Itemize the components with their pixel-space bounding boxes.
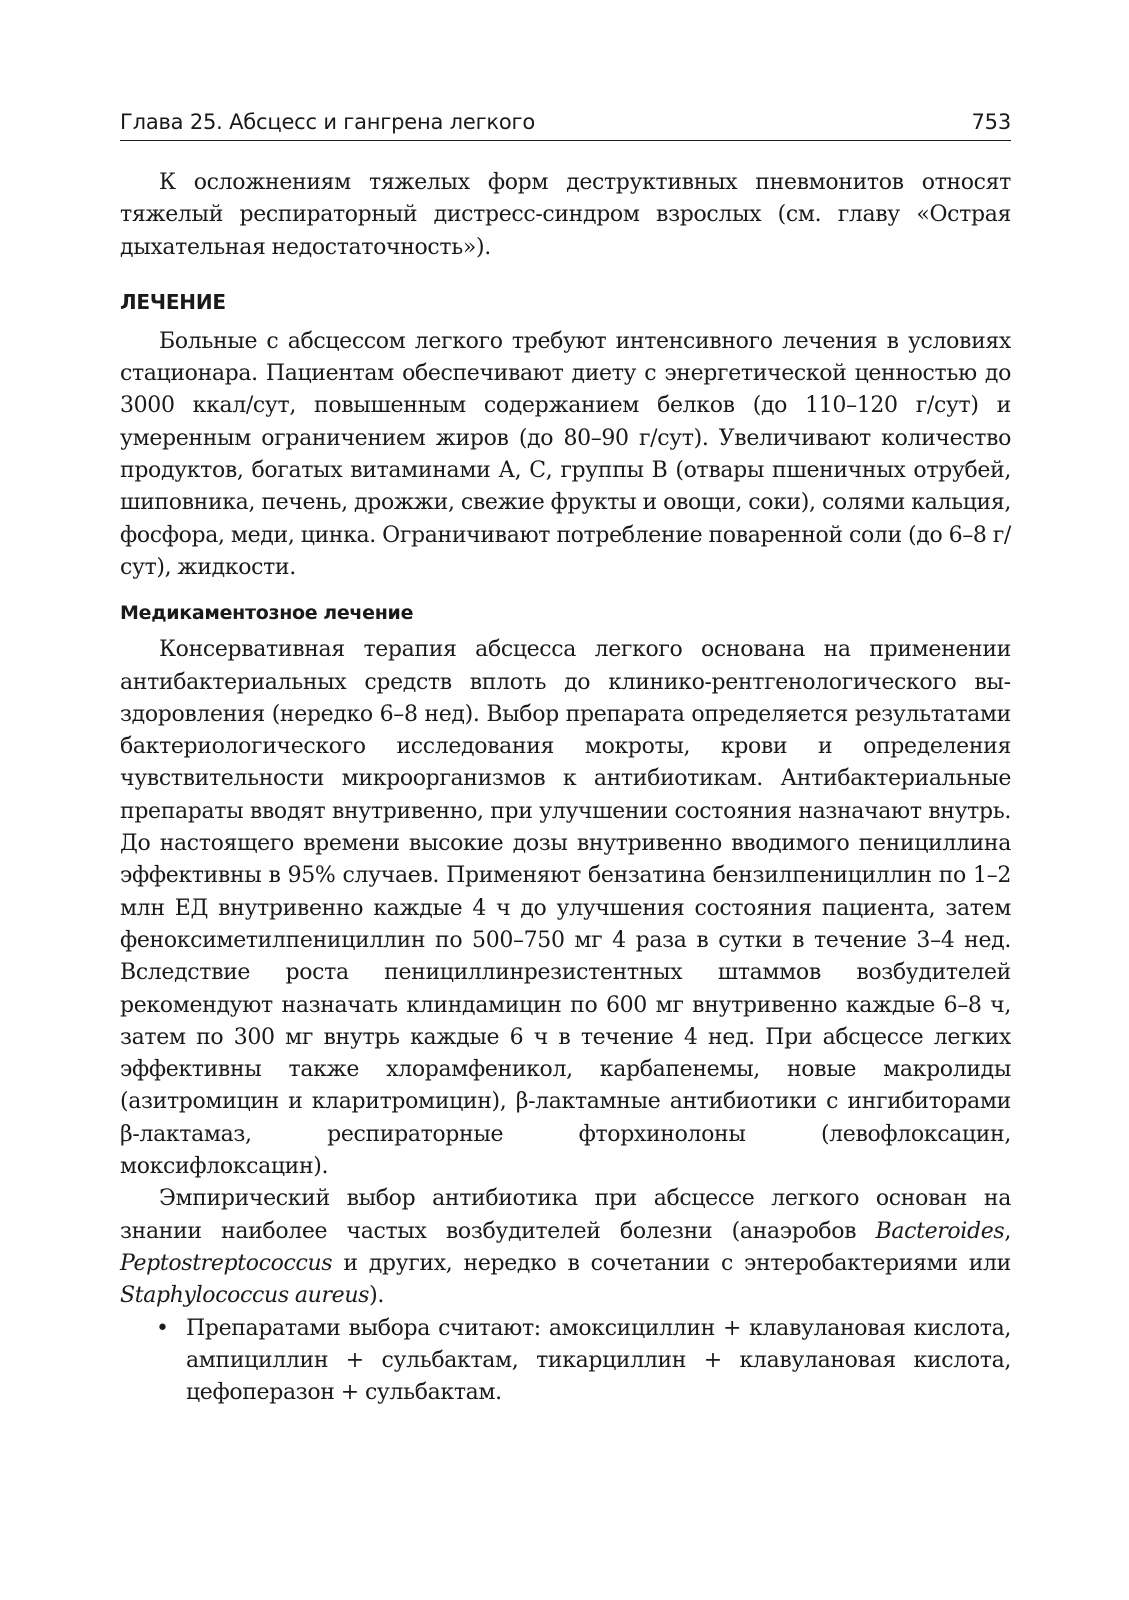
staphylococcus-term: Staphylococcus aureus (120, 1283, 370, 1309)
book-page (120, 108, 1011, 1409)
empirical-choice-paragraph (120, 1183, 1011, 1312)
bacteroides-term: Bacteroides (875, 1218, 1005, 1244)
list-item-text: Препаратами выбора считают: амоксициллин + клавулановая кислота, ампициллин + сульбактам, тикарциллин + клавулановая кислота, цефоперазон + сульбактам. (186, 1315, 1011, 1406)
drug-treatment-paragraph: Консервативная терапия абсцесса легкого основана на применении антибактериальных средств вплоть до клинико-рентгенологического выздоровления (нередко 6–8 нед). Выбор препарата определяется результатами бактериологического исследования мокроты, крови и определения чувствительности микроорганизмов к антибиотикам. Антибактериальные препараты вводят внутривенно, при улучшении состояния назначают внутрь. До настоящего времени высокие дозы внутривенно вводимого пенициллина эффективны в 95% случаев. Применяют бензатина бензилпенициллин по 1–2 млн ЕД внутривенно каждые 4 ч до улучшения состояния пациента, затем феноксиметилпенициллин по 500–750 мг 4 раза в сутки в течение 3–4 нед. Вследствие роста пенициллинрезистентных штаммов возбудителей рекомендуют назначать клиндамицин по 600 мг внутривенно каждые 6–8 ч, затем по 300 мг внутрь каждые 6 ч в течение 4 нед. При абсцессе легких эффективны также хлорамфеникол, карбапенемы, новые макролиды (азитромицин и кларитромицин), β-лактамные антибиотики с ингибиторами β-лактамаз, респираторные фторхинолоны (левофлоксацин, моксифлоксацин). (120, 637, 1011, 1180)
drug-choice-list (120, 1313, 1011, 1410)
intro-paragraph: К осложнениям тяжелых форм деструктивных пневмонитов относят тяжелый респираторный дистресс-синдром взрослых (см. главу «Острая дыхательная недостаточность»). (120, 170, 1011, 260)
running-header (120, 108, 1011, 141)
empirical-text-2: , (1004, 1218, 1011, 1244)
page-number: 753 (971, 110, 1011, 134)
chapter-title: Глава 25. Абсцесс и гангрена легкого (120, 110, 536, 134)
subsection-heading-drug-treatment: Медикаментозное лечение (120, 602, 414, 625)
page-content (120, 167, 1011, 1409)
bullet-icon: • (156, 1315, 169, 1341)
empirical-text-4: ). (369, 1283, 384, 1309)
list-item (156, 1313, 1011, 1410)
empirical-text-1: Эмпирический выбор антибиотика при абсцессе легкого основан на знании наиболее частых возбудителей болезни (анаэробов (120, 1186, 1011, 1244)
section-heading-treatment: ЛЕЧЕНИЕ (120, 289, 226, 314)
peptostreptococcus-term: Peptostreptococcus (120, 1250, 333, 1276)
empirical-text-3: и других, нередко в сочетании с энтеробактериями или (332, 1250, 1011, 1276)
treatment-paragraph: Больные с абсцессом легкого требуют интенсивного лечения в условиях стационара. Пациентам обеспечивают диету с энергетической ценностью до 3000 ккал/сут, повышенным содержанием белков (до 110–120 г/сут) и умеренным ограничением жиров (до 80–90 г/сут). Увеличивают количество продуктов, богатых витаминами А, С, группы В (отвары пшеничных отрубей, шиповника, печень, дрожжи, свежие фрукты и овощи, соки), солями кальция, фосфора, меди, цинка. Ограничивают потребление поваренной соли (до 6–8 г/сут), жидкости. (120, 328, 1011, 580)
